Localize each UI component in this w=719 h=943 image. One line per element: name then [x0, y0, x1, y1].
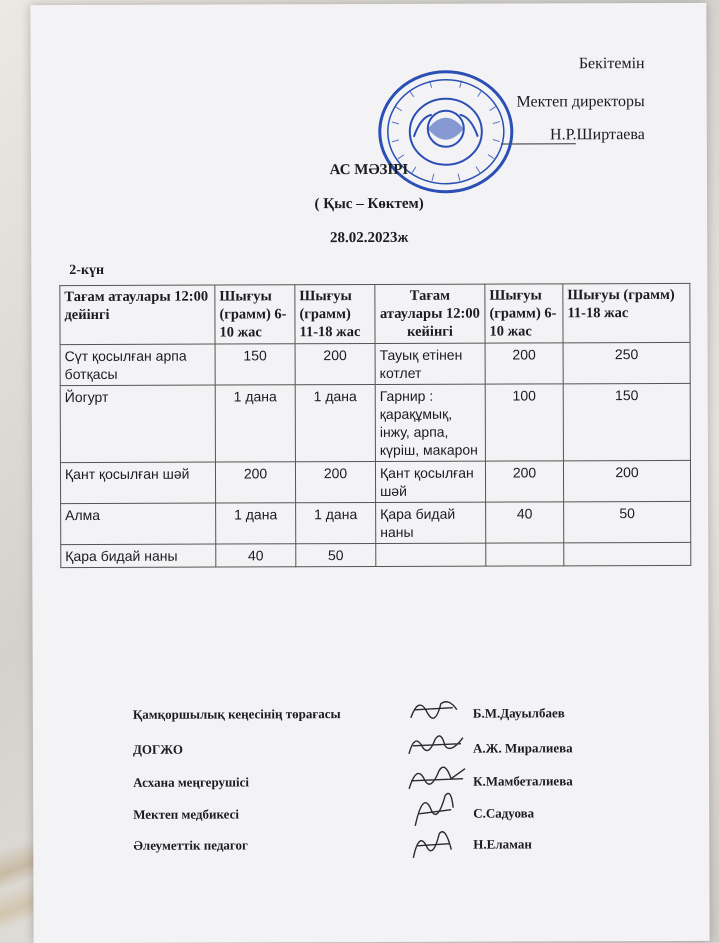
table-cell: Қара бидай наны	[61, 544, 216, 568]
column-header: Шығуы (грамм) 6-10 жас	[485, 284, 563, 343]
signer-role: Қамқоршылық кеңесінің төрағасы	[132, 706, 341, 722]
table-cell: 40	[216, 544, 296, 567]
menu-date: 28.02.2023ж	[329, 229, 409, 247]
table-cell: 1 дана	[296, 502, 376, 543]
column-header: Шығуы (грамм) 11-18 жас	[295, 284, 375, 343]
signer-role: ДОГЖО	[132, 741, 183, 757]
signer-name: К.Мамбеталиева	[473, 773, 573, 789]
table-row	[61, 542, 691, 567]
day-label: 2-күн	[69, 262, 105, 279]
table-cell: Қант қосылған шәй	[60, 462, 215, 504]
table-cell: 200	[295, 343, 375, 384]
table-cell: Алма	[61, 503, 216, 545]
table-cell: Тауық етінен котлет	[375, 343, 485, 384]
signer-name: С.Садуова	[473, 805, 535, 821]
menu-title: АС МӘЗІРІ	[329, 161, 409, 179]
table-cell	[376, 543, 486, 566]
table-row	[60, 342, 690, 385]
table-row	[60, 383, 690, 462]
signer-role: Мектеп медбикесі	[133, 806, 239, 822]
column-header: Шығуы (грамм) 11-18 жас	[563, 283, 690, 342]
table-cell: 150	[215, 344, 295, 385]
table-cell	[486, 543, 564, 566]
signer-name: Н.Еламан	[473, 836, 532, 852]
menu-table	[59, 283, 691, 568]
table-row	[60, 460, 690, 503]
table-cell: 1 дана	[295, 384, 375, 461]
table-cell: Гарнир : қарақұмық, інжу, арпа, күріш, макарон	[375, 384, 485, 461]
table-cell: 50	[296, 543, 376, 566]
table-cell: Сүт қосылған арпа ботқасы	[60, 344, 215, 386]
table-cell: 200	[563, 460, 690, 501]
column-header: Тағам атаулары 12:00 кейінгі	[375, 284, 485, 343]
table-header-row	[60, 283, 690, 344]
signer-name: А.Ж. Миралиева	[472, 740, 573, 756]
table-cell: Йогурт	[60, 385, 215, 463]
table-cell	[564, 542, 691, 565]
table-cell: 250	[563, 342, 690, 383]
table-cell: 200	[215, 462, 295, 503]
approval-position: Мектеп директоры	[516, 93, 645, 111]
signer-name: Б.М.Дауылбаев	[472, 705, 565, 721]
signer-role: Әлеуметтік педагог	[133, 837, 248, 853]
approval-director-name: Н.Р.Ширтаева	[550, 126, 645, 144]
table-cell: 50	[564, 501, 691, 542]
table-cell: Қара бидай наны	[376, 502, 486, 543]
table-cell: 150	[563, 383, 690, 460]
table-cell: 1 дана	[215, 385, 295, 462]
approval-label: Бекітемін	[578, 55, 645, 73]
column-header: Шығуы (грамм) 6-10 жас	[215, 285, 295, 344]
handwritten-signature-icon	[405, 726, 469, 760]
signer-role: Асхана меңгерушісі	[133, 774, 249, 790]
table-row	[61, 501, 691, 544]
column-header: Тағам атаулары 12:00 дейінгі	[60, 285, 215, 345]
table-cell: 40	[486, 502, 564, 543]
document-page	[30, 3, 709, 943]
table-cell: 200	[485, 461, 563, 502]
menu-season: ( Қыс – Көктем)	[314, 195, 424, 213]
table-cell: 200	[485, 343, 563, 384]
table-cell: 1 дана	[216, 503, 296, 544]
table-cell: Қант қосылған шәй	[375, 461, 485, 502]
table-cell: 100	[485, 384, 563, 461]
handwritten-signature-icon	[405, 692, 465, 726]
table-cell: 200	[295, 461, 375, 502]
handwritten-signature-icon	[405, 822, 461, 862]
